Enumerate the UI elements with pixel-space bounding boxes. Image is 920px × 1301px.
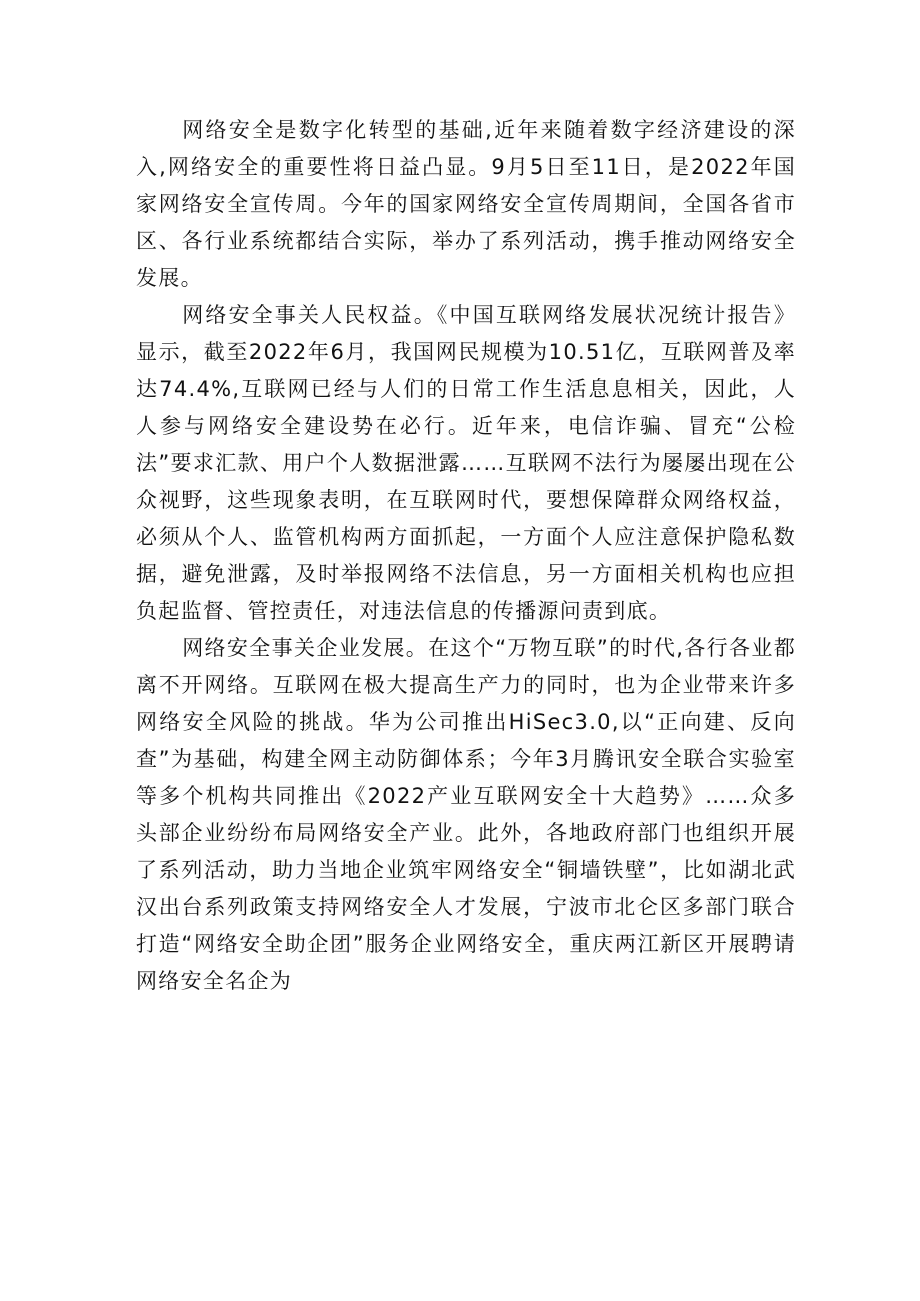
paragraph-2: 网络安全事关人民权益。《中国互联网络发展状况统计报告》显示，截至2022年6月，我国网民规模为10.51亿，互联网普及率达74.4%,互联网已经与人们的日常工作生活息息相关，因此，人人参与网络安全建设势在必行。近年来，电信诈骗、冒充“公检法”要求汇款、用户个人数据泄露……互联网不法行为屡屡出现在公众视野，这些现象表明，在互联网时代，要想保障群众网络权益，必须从个人、监管机构两方面抓起，一方面个人应注意保护隐私数据，避免泄露，及时举报网络不法信息，另一方面相关机构也应担负起监督、管控责任，对违法信息的传播源问责到底。 xyxy=(136,303,796,623)
document-body xyxy=(136,112,796,1000)
paragraph-3: 网络安全事关企业发展。在这个“万物互联”的时代,各行各业都离不开网络。互联网在极大提高生产力的同时，也为企业带来许多网络安全风险的挑战。华为公司推出HiSec3.0,以“正向建、反向查”为基础，构建全网主动防御体系；今年3月腾讯安全联合实验室等多个机构共同推出《2022产业互联网安全十大趋势》……众多头部企业纷纷布局网络安全产业。此外，各地政府部门也组织开展了系列活动，助力当地企业筑牢网络安全“铜墙铁壁”，比如湖北武汉出台系列政策支持网络安全人才发展，宁波市北仑区多部门联合打造“网络安全助企团”服务企业网络安全，重庆两江新区开展聘请网络安全名企为 xyxy=(136,636,796,993)
paragraph-1: 网络安全是数字化转型的基础,近年来随着数字经济建设的深入,网络安全的重要性将日益凸显。9月5日至11日，是2022年国家网络安全宣传周。今年的国家网络安全宣传周期间，全国各省市区、各行业系统都结合实际，举办了系列活动，携手推动网络安全发展。 xyxy=(136,118,796,290)
